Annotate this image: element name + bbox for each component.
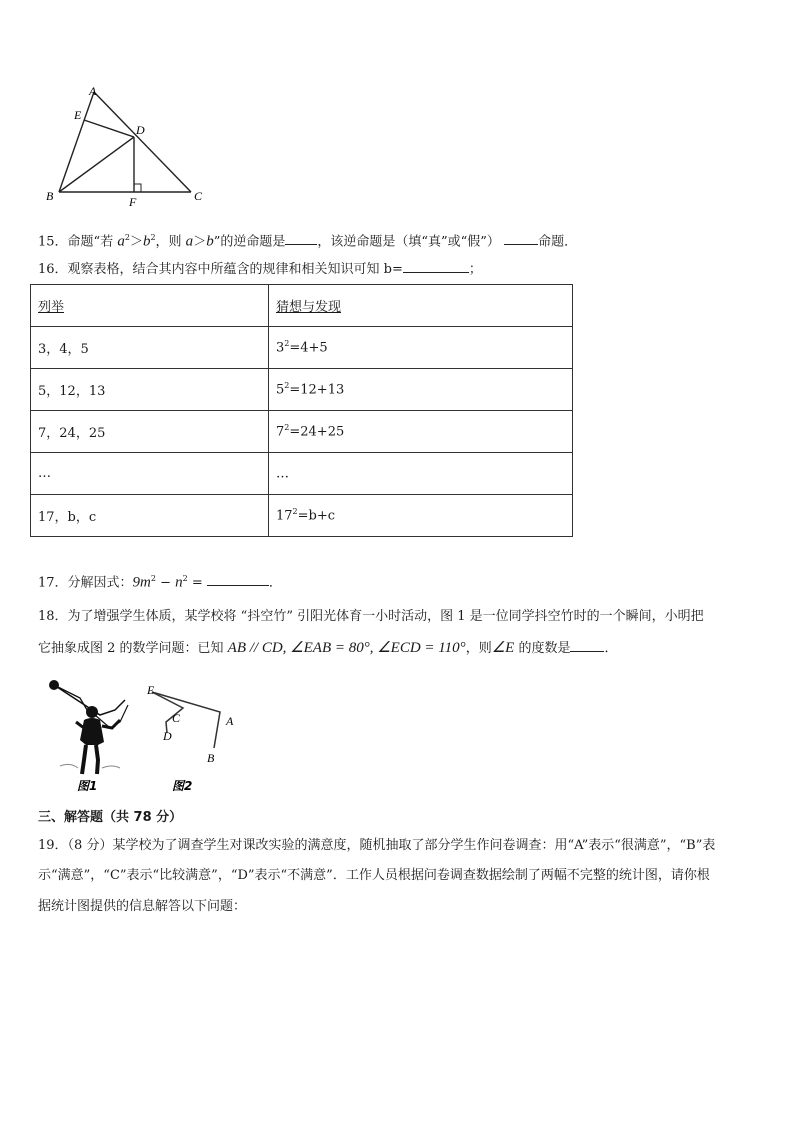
label-D: D <box>136 123 145 137</box>
table-cell: $17^2=b+c$ <box>269 495 573 537</box>
table-cell: … <box>269 453 573 495</box>
label-C: C <box>194 189 203 203</box>
figure-1-and-2 <box>40 670 240 800</box>
question-19-line-2: 示“满意”，“C”表示“比较满意”，“D”表示“不满意”．工作人员根据问卷调查数据绘制了两幅不完整的统计图，请你根 <box>38 868 710 883</box>
answer-blank-16[interactable] <box>403 258 469 273</box>
fig2-label-D: D <box>163 729 172 743</box>
answer-blank-15a[interactable] <box>285 230 317 245</box>
table-cell: 5，12，13 <box>31 369 269 411</box>
label-F: F <box>129 195 137 209</box>
table-cell: … <box>31 453 269 495</box>
segment-ED <box>84 120 134 137</box>
observation-table <box>30 284 573 537</box>
table-header: 列举 <box>31 285 269 327</box>
label-E: E <box>74 108 82 122</box>
right-angle-mark <box>134 184 141 192</box>
table-header: 猜想与发现 <box>269 285 573 327</box>
table-row <box>31 453 573 495</box>
question-19-line-1: 19．（8 分）某学校为了调查学生对课改实验的满意度，随机抽取了部分学生作问卷调查：用“A”表示“很满意”，“B”表 <box>38 838 716 853</box>
table-cell: 7，24，25 <box>31 411 269 453</box>
answer-blank-15b[interactable] <box>504 230 538 245</box>
figure-1-diabolo-player <box>49 680 128 774</box>
question-17: 17．分解因式：$9m^2 - n^2$ = ． <box>38 569 282 593</box>
question-19-line-3: 据统计图提供的信息解答以下问题： <box>38 899 247 914</box>
table-row <box>31 369 573 411</box>
segment-BD <box>59 137 134 192</box>
question-18-line-2: 它抽象成图 2 的数学问题：已知 AB // CD, ∠EAB = 80°, ∠ECD = 110°，则∠E 的度数是 ． <box>38 637 617 659</box>
triangle-figure <box>40 82 220 210</box>
label-B: B <box>46 189 54 203</box>
fig2-label-E: E <box>147 683 155 697</box>
figure-1-caption: 图1 <box>77 779 98 793</box>
fig2-label-A: A <box>226 714 234 728</box>
figure-2-caption: 图2 <box>172 779 193 793</box>
question-16: 16．观察表格，结合其内容中所蕴含的规律和相关知识可知 b= ； <box>38 258 482 280</box>
fig2-label-B: B <box>207 751 215 765</box>
section-title: 三、解答题（共 78 分） <box>38 810 183 825</box>
question-18-line-1: 18．为了增强学生体质，某学校将 “抖空竹” 引阳光体育一小时活动，图 1 是一位同学抖空竹时的一个瞬间，小明把 <box>38 609 704 624</box>
label-A: A <box>89 84 97 98</box>
answer-blank-18[interactable] <box>570 637 604 652</box>
answer-blank-17[interactable] <box>207 571 269 586</box>
table-row <box>31 495 573 537</box>
segment-AB <box>59 92 94 192</box>
segment-AC <box>94 92 191 192</box>
table-cell: 3，4，5 <box>31 327 269 369</box>
table-cell: 17，b，c <box>31 495 269 537</box>
fig2-label-C: C <box>172 711 181 725</box>
table-header-row <box>31 285 573 327</box>
table-cell: $7^2=24+25$ <box>269 411 573 453</box>
question-15: 15．命题“若 $a^2>b^2$，则 a＞b”的逆命题是 ，该逆命题是（填“真”或“假”） 命题． <box>38 228 577 252</box>
table-row <box>31 411 573 453</box>
table-cell: $5^2=12+13$ <box>269 369 573 411</box>
table-row <box>31 327 573 369</box>
table-cell: $3^2=4+5$ <box>269 327 573 369</box>
